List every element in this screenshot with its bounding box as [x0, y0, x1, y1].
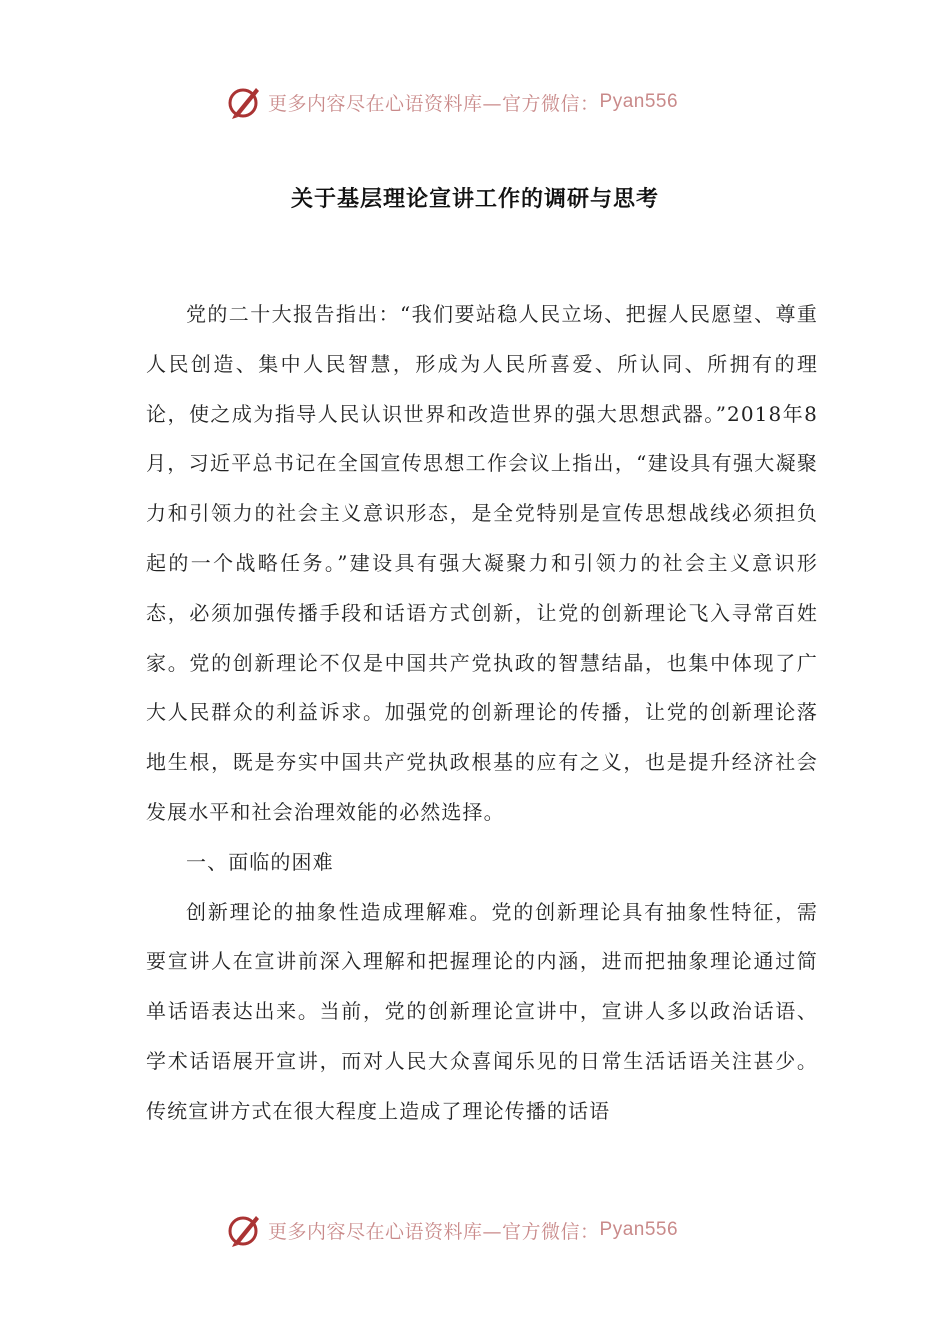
paragraph-difficulty: 创新理论的抽象性造成理解难。党的创新理论具有抽象性特征，需要宣讲人在宣讲前深入理解和把握理论的内涵，进而把抽象理论通过简单话语表达出来。当前，党的创新理论宣讲中，宣讲人多以政治话语、学术话语展开宣讲，而对人民大众喜闻乐见的日常生活话语关注甚少。传统宣讲方式在很大程度上造成了理论传播的话语 — [146, 899, 818, 1123]
pen-circle-logo-icon — [224, 1210, 264, 1250]
section-heading: 一、面临的困难 — [186, 849, 334, 874]
pen-circle-logo-icon — [224, 82, 264, 122]
watermark-text: 更多内容尽在心语资料库—官方微信： — [268, 1220, 600, 1243]
header-watermark — [224, 80, 678, 124]
watermark-wechat-id: Pyan556 — [599, 91, 679, 112]
watermark-wechat-id: Pyan556 — [599, 1219, 679, 1240]
watermark-text: 更多内容尽在心语资料库—官方微信： — [268, 92, 600, 115]
document-title: 关于基层理论宣讲工作的调研与思考 — [290, 187, 659, 212]
document-body — [146, 290, 818, 1137]
paragraph-intro: 党的二十大报告指出：“我们要站稳人民立场、把握人民愿望、尊重人民创造、集中人民智慧，形成为人民所喜爱、所认同、所拥有的理论，使之成为指导人民认识世界和改造世界的强大思想武器。”2018年8月，习近平总书记在全国宣传思想工作会议上指出，“建设具有强大凝聚力和引领力的社会主义意识形态，是全党特别是宣传思想战线必须担负起的一个战略任务。”建设具有强大凝聚力和引领力的社会主义意识形态，必须加强传播手段和话语方式创新，让党的创新理论飞入寻常百姓家。党的创新理论不仅是中国共产党执政的智慧结晶，也集中体现了广大人民群众的利益诉求。加强党的创新理论的传播，让党的创新理论落地生根，既是夯实中国共产党执政根基的应有之义，也是提升经济社会发展水平和社会治理效能的必然选择。 — [146, 302, 818, 824]
footer-watermark — [224, 1208, 678, 1252]
